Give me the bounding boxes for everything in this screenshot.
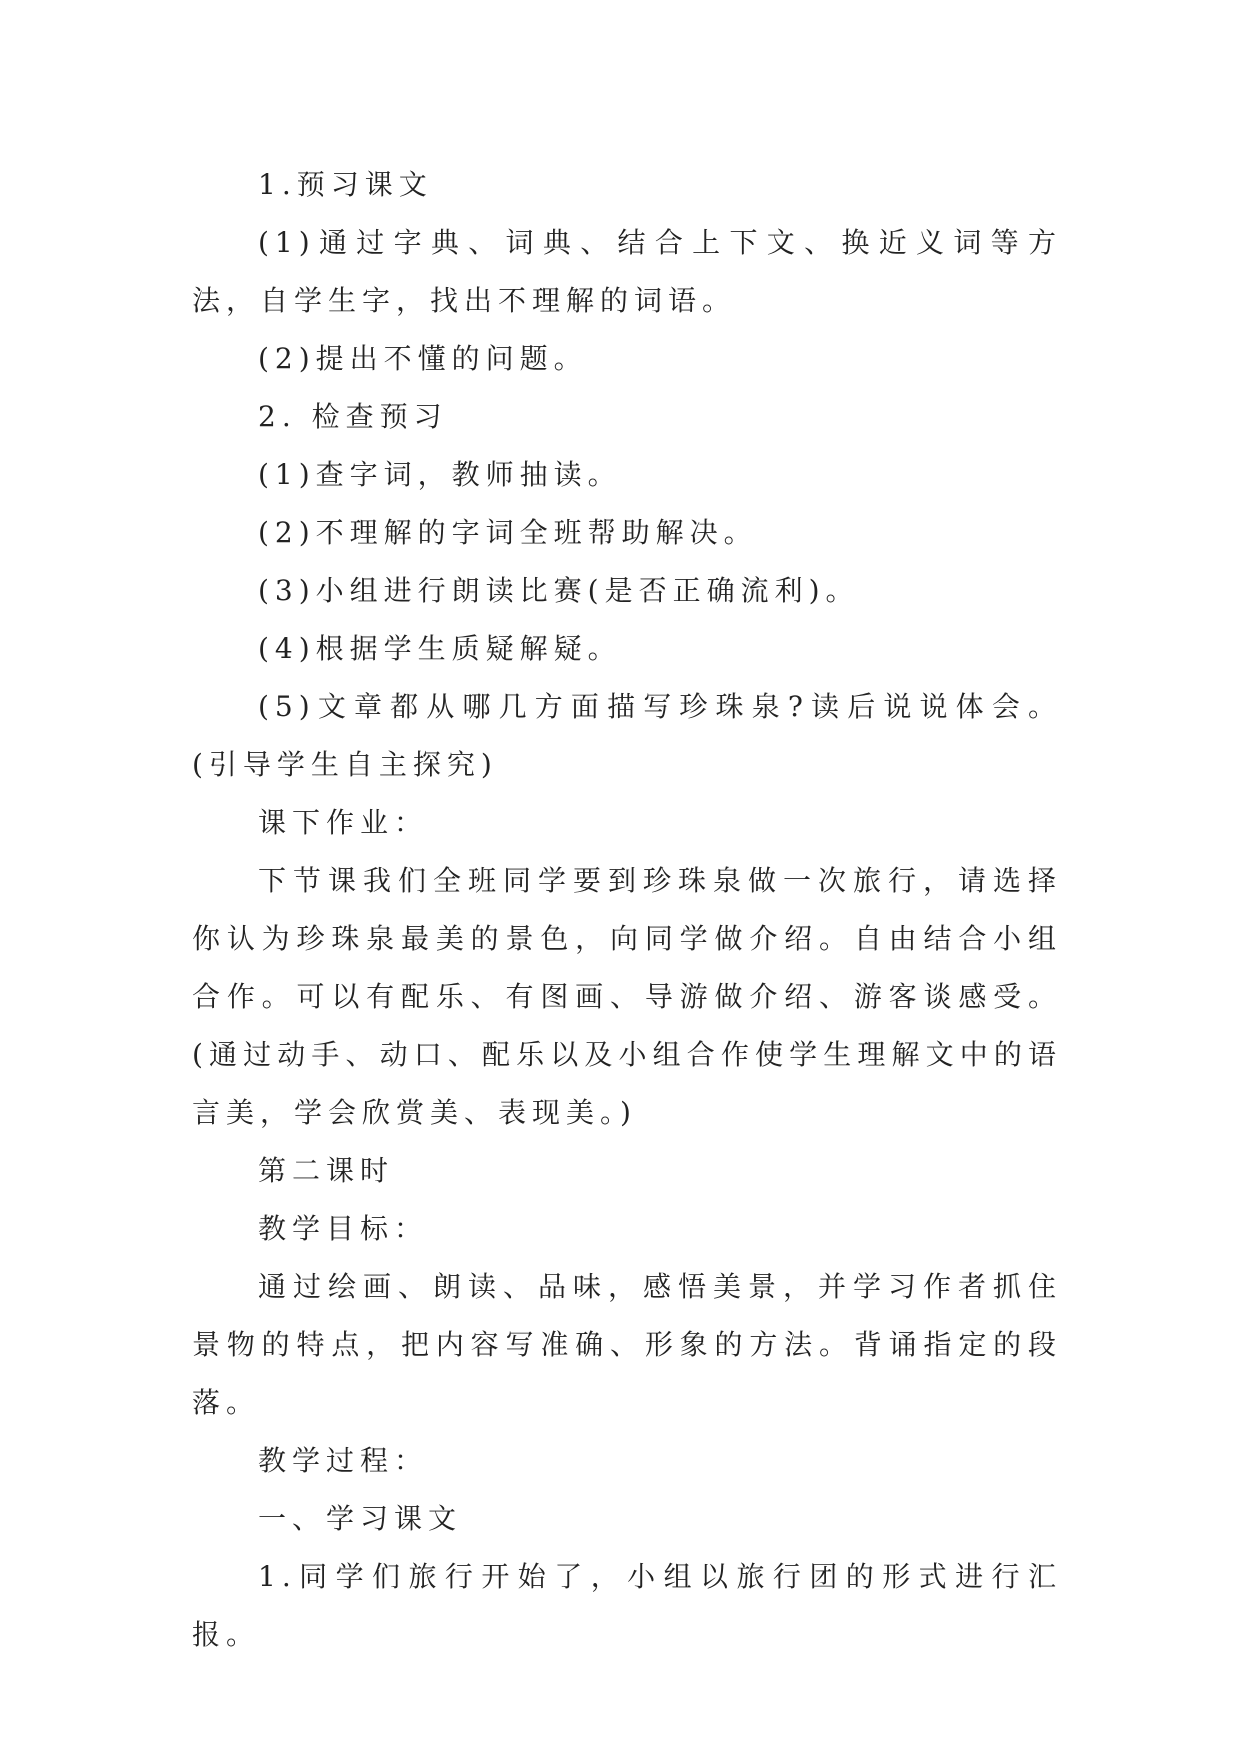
list-item: (1)通过字典、词典、结合上下文、换近义词等方法，自学生字，找出不理解的词语。	[192, 226, 1062, 317]
list-item: 1.同学们旅行开始了，小组以旅行团的形式进行汇报。	[192, 1560, 1062, 1651]
body-paragraph: 下节课我们全班同学要到珍珠泉做一次旅行，请选择你认为珍珠泉最美的景色，向同学做介绍。自由结合小组合作。可以有配乐、有图画、导游做介绍、游客谈感受。(通过动手、动口、配乐以及小组合作使学生理解文中的语言美，学会欣赏美、表现美。)	[192, 864, 1062, 1129]
list-item: (1)查字词，教师抽读。	[258, 458, 622, 491]
list-item: (2)不理解的字词全班帮助解决。	[258, 516, 758, 549]
heading-preview-text: 1.预习课文	[258, 168, 433, 201]
list-item: (2)提出不懂的问题。	[258, 342, 588, 375]
heading-homework: 课下作业：	[258, 806, 429, 839]
body-paragraph: 通过绘画、朗读、品味，感悟美景，并学习作者抓住景物的特点，把内容写准确、形象的方法。背诵指定的段落。	[192, 1270, 1062, 1419]
heading-check-preview: 2. 检查预习	[258, 400, 448, 433]
heading-second-lesson: 第二课时	[258, 1154, 395, 1187]
heading-teaching-process: 教学过程：	[258, 1444, 429, 1477]
list-item: (5)文章都从哪几方面描写珍珠泉?读后说说体会。(引导学生自主探究)	[192, 690, 1062, 781]
heading-study-text: 一、学习课文	[258, 1502, 463, 1535]
list-item: (4)根据学生质疑解疑。	[258, 632, 622, 665]
list-item: (3)小组进行朗读比赛(是否正确流利)。	[258, 574, 860, 607]
document-body	[192, 156, 1062, 1664]
heading-teaching-goals: 教学目标：	[258, 1212, 429, 1245]
